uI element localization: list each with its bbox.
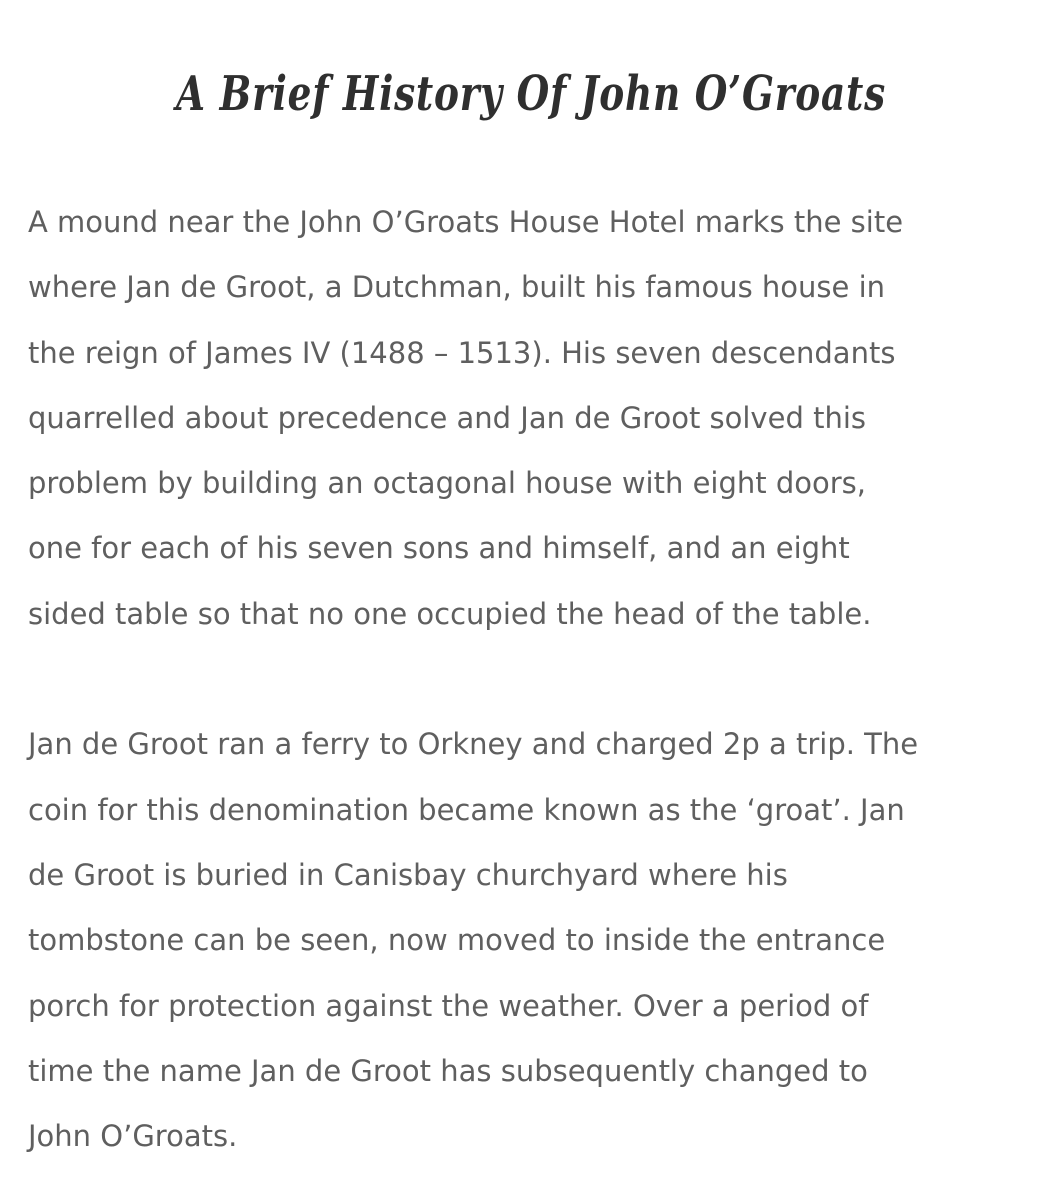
article-body <box>28 190 1038 1169</box>
paragraph-2 <box>28 712 1038 1169</box>
paragraph-line: sided table so that no one occupied the head of the table. <box>28 596 872 631</box>
paragraph-line: one for each of his seven sons and himself, and an eight <box>28 531 850 566</box>
paragraph-1 <box>28 190 1038 647</box>
paragraph-line: Jan de Groot ran a ferry to Orkney and charged 2p a trip. The <box>28 727 919 762</box>
paragraph-line: quarrelled about precedence and Jan de Groot solved this <box>28 400 866 435</box>
paragraph-spacer <box>28 647 1038 712</box>
article-title: A Brief History Of John O’Groats <box>176 66 886 122</box>
paragraph-line: John O’Groats. <box>28 1119 238 1154</box>
paragraph-line: time the name Jan de Groot has subsequently changed to <box>28 1053 868 1088</box>
paragraph-line: coin for this denomination became known as the ‘groat’. Jan <box>28 792 905 827</box>
paragraph-line: where Jan de Groot, a Dutchman, built his famous house in <box>28 270 886 305</box>
paragraph-line: de Groot is buried in Canisbay churchyard where his <box>28 857 788 892</box>
paragraph-line: A mound near the John O’Groats House Hotel marks the site <box>28 205 904 239</box>
paragraph-line: the reign of James IV (1488 – 1513). His seven descendants <box>28 335 896 370</box>
paragraph-line: problem by building an octagonal house with eight doors, <box>28 466 866 501</box>
paragraph-line: porch for protection against the weather. Over a period of <box>28 988 869 1023</box>
paragraph-line: tombstone can be seen, now moved to inside the entrance <box>28 923 886 958</box>
